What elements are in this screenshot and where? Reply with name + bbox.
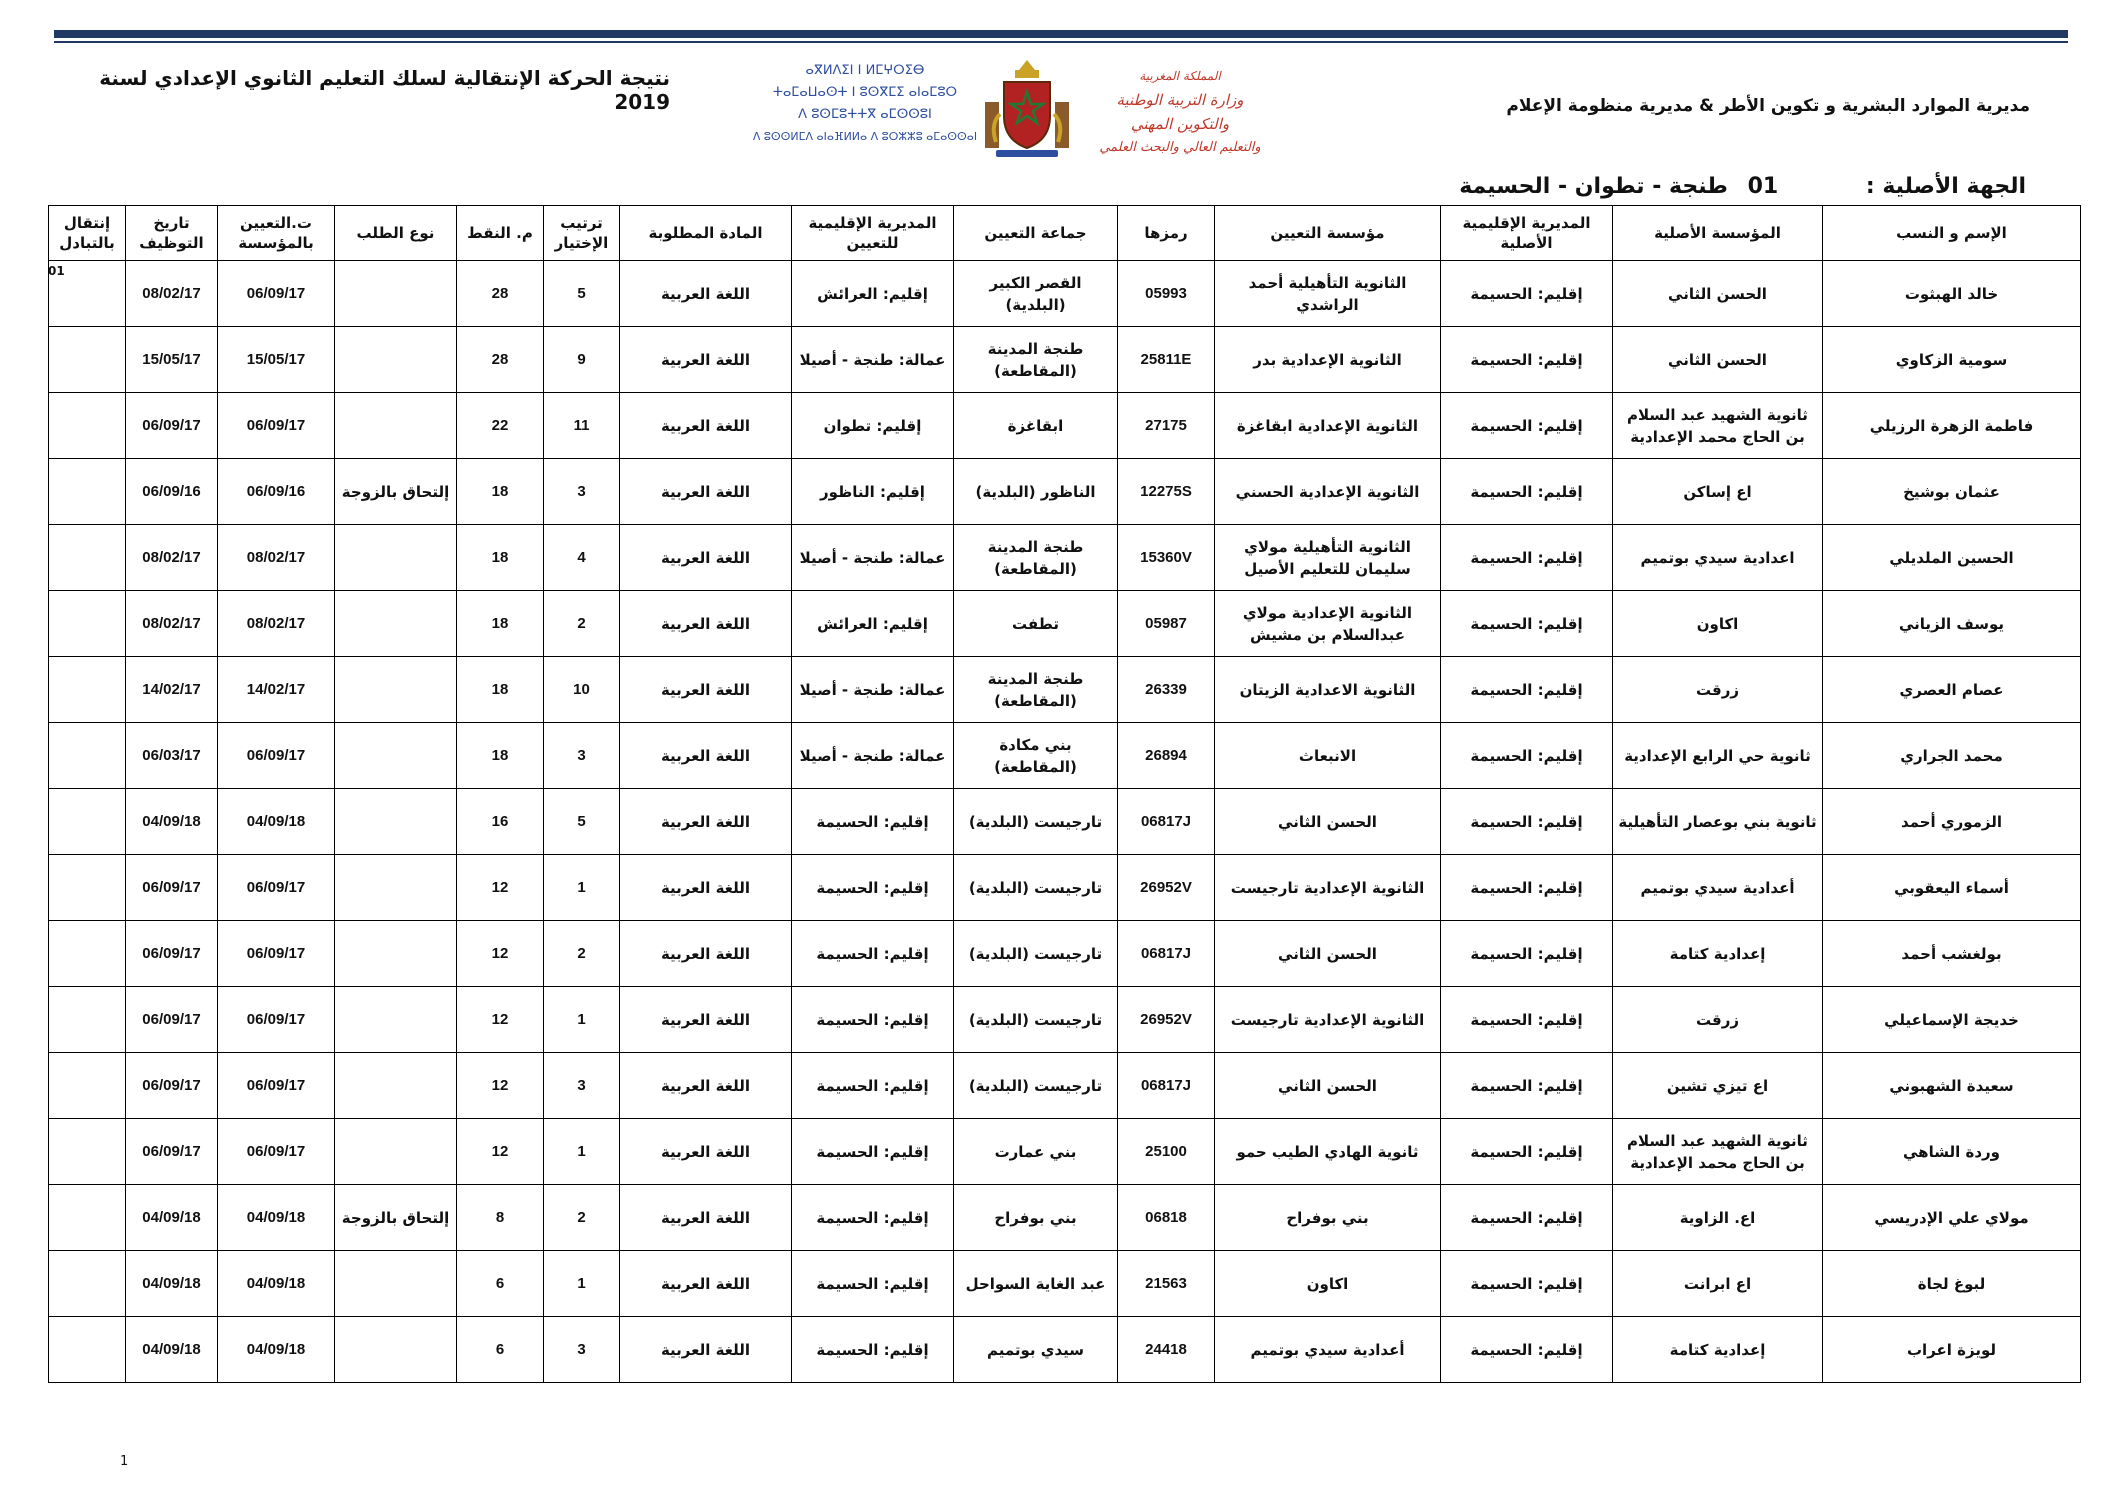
table-cell: 04/09/18 xyxy=(218,1317,335,1383)
table-cell: 2 xyxy=(544,591,620,657)
table-cell: أسماء اليعقوبي xyxy=(1823,855,2081,921)
table-cell: 06/09/17 xyxy=(218,1053,335,1119)
table-cell: ثانوية الهادي الطيب حمو xyxy=(1215,1119,1441,1185)
table-cell: 5 xyxy=(544,261,620,327)
col-header: رمزها xyxy=(1118,206,1215,261)
table-cell: طنجة المدينة (المقاطعة) xyxy=(954,525,1118,591)
table-row xyxy=(49,789,2081,855)
table-cell: 06/09/17 xyxy=(218,393,335,459)
table-cell: بني عمارت xyxy=(954,1119,1118,1185)
table-cell: 15360V xyxy=(1118,525,1215,591)
table-cell: 1 xyxy=(544,1119,620,1185)
ministry-line: وزارة التربية الوطنية xyxy=(1116,91,1244,109)
table-cell: خديجة الإسماعيلي xyxy=(1823,987,2081,1053)
table-cell: إقليم: الحسيمة xyxy=(1441,1185,1613,1251)
table-cell: تارجيست (البلدية) xyxy=(954,921,1118,987)
table-cell xyxy=(49,1185,126,1251)
table-cell: 5 xyxy=(544,789,620,855)
table-cell: 18 xyxy=(457,723,544,789)
table-cell: 28 xyxy=(457,327,544,393)
table-cell xyxy=(335,591,457,657)
table-cell: اكاون xyxy=(1215,1251,1441,1317)
table-cell: اللغة العربية xyxy=(620,591,792,657)
table-cell: الناظور (البلدية) xyxy=(954,459,1118,525)
table-cell: إقليم: تطوان xyxy=(792,393,954,459)
table-cell: اع ابرانت xyxy=(1613,1251,1823,1317)
table-cell: 04/09/18 xyxy=(126,1251,218,1317)
table-cell: بولغشب أحمد xyxy=(1823,921,2081,987)
col-header: المادة المطلوبة xyxy=(620,206,792,261)
table-cell xyxy=(335,987,457,1053)
table-cell: 12 xyxy=(457,987,544,1053)
table-cell: 9 xyxy=(544,327,620,393)
table-cell: محمد الجراري xyxy=(1823,723,2081,789)
table-cell: 04/09/18 xyxy=(126,1185,218,1251)
table-cell: 15/05/17 xyxy=(218,327,335,393)
table-cell: اللغة العربية xyxy=(620,723,792,789)
table-cell xyxy=(335,657,457,723)
table-cell: الحسن الثاني xyxy=(1215,1053,1441,1119)
table-cell: 06817J xyxy=(1118,921,1215,987)
table-cell: 06/09/17 xyxy=(126,855,218,921)
table-cell: 6 xyxy=(457,1251,544,1317)
col-header: المديرية الإقليمية للتعيين xyxy=(792,206,954,261)
table-cell: إقليم: الحسيمة xyxy=(792,921,954,987)
table-cell: الحسن الثاني xyxy=(1613,261,1823,327)
table-cell: 06/09/17 xyxy=(218,723,335,789)
table-body xyxy=(49,261,2081,1383)
table-cell: إقليم: الناظور xyxy=(792,459,954,525)
table-cell: إقليم: الحسيمة xyxy=(1441,1119,1613,1185)
table-cell xyxy=(49,327,126,393)
table-cell: 4 xyxy=(544,525,620,591)
table-cell: إقليم: الحسيمة xyxy=(1441,327,1613,393)
table-cell: الثانوية الإعدادية بدر xyxy=(1215,327,1441,393)
table-cell: اللغة العربية xyxy=(620,921,792,987)
table-cell: 28 xyxy=(457,261,544,327)
region-label: الجهة الأصلية : xyxy=(1865,174,2026,199)
table-cell xyxy=(49,525,126,591)
table-cell: 25100 xyxy=(1118,1119,1215,1185)
table-cell: خالد الهبثوت xyxy=(1823,261,2081,327)
table-cell: وردة الشاهي xyxy=(1823,1119,2081,1185)
table-cell: اعدادية سيدي بوتميم xyxy=(1613,525,1823,591)
table-cell: اللغة العربية xyxy=(620,987,792,1053)
table-cell: تارجيست (البلدية) xyxy=(954,789,1118,855)
table-cell: 06817J xyxy=(1118,789,1215,855)
table-cell xyxy=(335,261,457,327)
table-cell: 26339 xyxy=(1118,657,1215,723)
table-cell: إلتحاق بالزوجة xyxy=(335,459,457,525)
table-cell: إقليم: الحسيمة xyxy=(1441,591,1613,657)
table-cell: عمالة: طنجة - أصيلا xyxy=(792,723,954,789)
table-cell: إقليم: الحسيمة xyxy=(792,855,954,921)
table-cell: إقليم: الحسيمة xyxy=(792,1053,954,1119)
table-cell xyxy=(49,459,126,525)
table-cell xyxy=(335,723,457,789)
table-cell: إعدادية كتامة xyxy=(1613,1317,1823,1383)
table-cell: 2 xyxy=(544,1185,620,1251)
table-cell: إقليم: الحسيمة xyxy=(1441,657,1613,723)
table-cell xyxy=(335,1317,457,1383)
table-cell: 06/09/17 xyxy=(218,921,335,987)
table-cell: عمالة: طنجة - أصيلا xyxy=(792,327,954,393)
table-cell: 06/09/17 xyxy=(218,261,335,327)
table-cell xyxy=(49,987,126,1053)
tifinagh-line: ⴷ ⵓⵙⵙⵍⵎⴷ ⴰⵏⴰⴼⵍⵍⴰ ⴷ ⵓⵔⵣⵣⵓ ⴰⵎⴰⵙⵙⴰⵏ xyxy=(752,130,978,143)
table-cell: سعيدة الشهبوني xyxy=(1823,1053,2081,1119)
table-cell: 06/09/17 xyxy=(126,921,218,987)
table-cell: عثمان بوشيخ xyxy=(1823,459,2081,525)
table-cell: 15/05/17 xyxy=(126,327,218,393)
page-number: 1 xyxy=(120,1454,129,1469)
table-cell: إقليم: الحسيمة xyxy=(1441,261,1613,327)
table-cell: ثانوية بني بوعصار التأهيلية xyxy=(1613,789,1823,855)
table-cell: زرقت xyxy=(1613,987,1823,1053)
col-header: مؤسسة التعيين xyxy=(1215,206,1441,261)
table-cell: أعدادية سيدي بوتميم xyxy=(1215,1317,1441,1383)
table-cell xyxy=(49,1251,126,1317)
table-cell: إعدادية كتامة xyxy=(1613,921,1823,987)
table-cell: إقليم: الحسيمة xyxy=(1441,393,1613,459)
table-cell: الثانوية التأهيلية أحمد الراشدي xyxy=(1215,261,1441,327)
table-cell: 27175 xyxy=(1118,393,1215,459)
table-cell: اع إساكن xyxy=(1613,459,1823,525)
table-cell: الثانوية الإعدادية تارجيست xyxy=(1215,855,1441,921)
table-cell: 12275S xyxy=(1118,459,1215,525)
col-header: الإسم و النسب xyxy=(1823,206,2081,261)
table-cell: 14/02/17 xyxy=(218,657,335,723)
table-cell: بني بوفراح xyxy=(1215,1185,1441,1251)
table-cell: 04/09/18 xyxy=(218,1251,335,1317)
table-cell: 24418 xyxy=(1118,1317,1215,1383)
table-cell: 3 xyxy=(544,1317,620,1383)
ministry-name-arabic xyxy=(1080,64,1280,160)
table-cell: اللغة العربية xyxy=(620,657,792,723)
table-cell: زرقت xyxy=(1613,657,1823,723)
table-cell: 04/09/18 xyxy=(218,789,335,855)
table-cell: إقليم: العرائش xyxy=(792,591,954,657)
table-cell: 06/09/17 xyxy=(126,1119,218,1185)
table-cell xyxy=(335,789,457,855)
table-cell: الحسن الثاني xyxy=(1613,327,1823,393)
table-cell: اللغة العربية xyxy=(620,261,792,327)
table-cell: ثانوية الشهيد عبد السلام بن الحاج محمد الإعدادية xyxy=(1613,393,1823,459)
ministry-line: المملكة المغربية xyxy=(1139,69,1221,83)
table-cell: 26894 xyxy=(1118,723,1215,789)
table-cell: اكاون xyxy=(1613,591,1823,657)
ministry-line: والتكوين المهني xyxy=(1130,115,1230,133)
table-cell: القصر الكبير (البلدية) xyxy=(954,261,1118,327)
table-cell: 06/03/17 xyxy=(126,723,218,789)
table-cell: 06/09/16 xyxy=(218,459,335,525)
table-cell: تطفت xyxy=(954,591,1118,657)
table-cell: 04/09/18 xyxy=(218,1185,335,1251)
table-cell: 06818 xyxy=(1118,1185,1215,1251)
table-cell: يوسف الزياني xyxy=(1823,591,2081,657)
table-cell: الثانوية الإعدادية الحسني xyxy=(1215,459,1441,525)
table-cell: إقليم: الحسيمة xyxy=(792,789,954,855)
table-cell: 3 xyxy=(544,459,620,525)
table-row xyxy=(49,1053,2081,1119)
table-cell: إقليم: الحسيمة xyxy=(792,1251,954,1317)
table-cell: إقليم: الحسيمة xyxy=(1441,987,1613,1053)
table-cell: 06817J xyxy=(1118,1053,1215,1119)
document-title: نتيجة الحركة الإنتقالية لسلك التعليم الثانوي الإعدادي لسنة 2019 xyxy=(99,66,670,114)
table-cell: لويزة اعراب xyxy=(1823,1317,2081,1383)
table-cell: 12 xyxy=(457,855,544,921)
table-cell: عمالة: طنجة - أصيلا xyxy=(792,525,954,591)
table-cell: تارجيست (البلدية) xyxy=(954,1053,1118,1119)
table-cell: اللغة العربية xyxy=(620,1317,792,1383)
tifinagh-line: ⵜⴰⵎⴰⵡⴰⵙⵜ ⵏ ⵓⵙⴳⵎⵉ ⴰⵏⴰⵎⵓⵔ xyxy=(772,85,958,100)
table-cell: 08/02/17 xyxy=(126,525,218,591)
table-cell: 26952V xyxy=(1118,987,1215,1053)
table-cell: الزموري أحمد xyxy=(1823,789,2081,855)
table-cell: اللغة العربية xyxy=(620,1053,792,1119)
table-cell: 1 xyxy=(544,1251,620,1317)
region-name: طنجة - تطوان - الحسيمة xyxy=(1459,174,1728,199)
table-cell: لبوغ لجاة xyxy=(1823,1251,2081,1317)
table-cell: 10 xyxy=(544,657,620,723)
table-row xyxy=(49,1185,2081,1251)
table-cell: اللغة العربية xyxy=(620,855,792,921)
table-cell xyxy=(49,1119,126,1185)
table-cell: إقليم: الحسيمة xyxy=(1441,525,1613,591)
corner-mark: 01 xyxy=(48,264,65,278)
table-cell: إقليم: الحسيمة xyxy=(792,987,954,1053)
table-row xyxy=(49,525,2081,591)
table-row xyxy=(49,327,2081,393)
table-cell: عصام العصري xyxy=(1823,657,2081,723)
table-row xyxy=(49,261,2081,327)
table-cell: أعدادية سيدي بوتميم xyxy=(1613,855,1823,921)
col-header: جماعة التعيين xyxy=(954,206,1118,261)
table-cell xyxy=(49,591,126,657)
table-cell: إقليم: الحسيمة xyxy=(1441,459,1613,525)
table-cell: 12 xyxy=(457,1053,544,1119)
table-cell: 18 xyxy=(457,459,544,525)
table-row xyxy=(49,657,2081,723)
table-cell: 18 xyxy=(457,525,544,591)
col-header: ت.التعيين بالمؤسسة xyxy=(218,206,335,261)
table-cell xyxy=(335,1251,457,1317)
table-cell: إقليم: الحسيمة xyxy=(792,1119,954,1185)
table-cell: 05993 xyxy=(1118,261,1215,327)
table-cell: إقليم: الحسيمة xyxy=(1441,855,1613,921)
table-cell: الانبعاث xyxy=(1215,723,1441,789)
table-cell: اللغة العربية xyxy=(620,1119,792,1185)
table-cell: 08/02/17 xyxy=(218,525,335,591)
table-cell: 26952V xyxy=(1118,855,1215,921)
table-cell: تارجيست (البلدية) xyxy=(954,855,1118,921)
tifinagh-line: ⴷ ⵓⵙⵎⵓⵜⵜⴳ ⴰⵎⵙⵙⵓⵏ xyxy=(798,107,932,122)
table-cell: اع. الزاوية xyxy=(1613,1185,1823,1251)
header-rule-thin xyxy=(54,41,2068,43)
table-cell: اللغة العربية xyxy=(620,327,792,393)
table-cell: الثانوية الاعدادية الزيتان xyxy=(1215,657,1441,723)
table-row xyxy=(49,723,2081,789)
ministry-logo-block xyxy=(750,56,1290,160)
region-code: 01 xyxy=(1747,174,1779,199)
table-cell: 06/09/16 xyxy=(126,459,218,525)
table-cell: 3 xyxy=(544,1053,620,1119)
table-cell: 2 xyxy=(544,921,620,987)
table-row xyxy=(49,921,2081,987)
region-line xyxy=(1459,174,2026,199)
table-cell: الثانوية الإعدادية مولاي عبدالسلام بن مشيش xyxy=(1215,591,1441,657)
table-cell: 12 xyxy=(457,921,544,987)
results-table xyxy=(48,205,2081,1383)
table-cell: 06/09/17 xyxy=(218,987,335,1053)
table-cell: مولاي علي الإدريسي xyxy=(1823,1185,2081,1251)
table-cell xyxy=(335,525,457,591)
table-cell: الحسين الملديلي xyxy=(1823,525,2081,591)
table-cell: 11 xyxy=(544,393,620,459)
table-cell: 22 xyxy=(457,393,544,459)
table-cell: إلتحاق بالزوجة xyxy=(335,1185,457,1251)
table-cell xyxy=(49,855,126,921)
table-cell: اللغة العربية xyxy=(620,1251,792,1317)
table-cell: 8 xyxy=(457,1185,544,1251)
table-cell: فاطمة الزهرة الرزيلي xyxy=(1823,393,2081,459)
table-cell: 06/09/17 xyxy=(218,855,335,921)
table-cell: الثانوية الإعدادية ابقاغزة xyxy=(1215,393,1441,459)
table-cell: إقليم: الحسيمة xyxy=(1441,1053,1613,1119)
table-row xyxy=(49,591,2081,657)
table-cell: بني مكادة (المقاطعة) xyxy=(954,723,1118,789)
table-cell xyxy=(335,855,457,921)
table-cell xyxy=(49,393,126,459)
table-cell: الحسن الثاني xyxy=(1215,789,1441,855)
table-cell: بني بوفراح xyxy=(954,1185,1118,1251)
table-cell: الثانوية الإعدادية تارجيست xyxy=(1215,987,1441,1053)
table-cell: 08/02/17 xyxy=(126,591,218,657)
table-cell: 18 xyxy=(457,591,544,657)
table-cell: اللغة العربية xyxy=(620,1185,792,1251)
table-cell: 04/09/18 xyxy=(126,1317,218,1383)
table-cell: الثانوية التأهيلية مولاي سليمان للتعليم الأصيل xyxy=(1215,525,1441,591)
table-cell xyxy=(49,921,126,987)
table-cell xyxy=(49,1317,126,1383)
table-cell: 04/09/18 xyxy=(126,789,218,855)
table-cell: سيدي بوتميم xyxy=(954,1317,1118,1383)
table-cell: اللغة العربية xyxy=(620,789,792,855)
table-cell: 6 xyxy=(457,1317,544,1383)
table-cell: إقليم: العرائش xyxy=(792,261,954,327)
col-header: المؤسسة الأصلية xyxy=(1613,206,1823,261)
col-header: إنتقال بالتبادل xyxy=(49,206,126,261)
table-cell: إقليم: الحسيمة xyxy=(1441,1251,1613,1317)
tifinagh-line: ⴰⴳⵍⴷⵉⵏ ⵏ ⵍⵎⵖⵔⵉⴱ xyxy=(805,63,925,78)
table-cell xyxy=(335,327,457,393)
table-cell: ثانوية الشهيد عبد السلام بن الحاج محمد الإعدادية xyxy=(1613,1119,1823,1185)
col-header: ترتيب الإختيار xyxy=(544,206,620,261)
table-row xyxy=(49,1317,2081,1383)
table-cell: تارجيست (البلدية) xyxy=(954,987,1118,1053)
table-cell: الحسن الثاني xyxy=(1215,921,1441,987)
table-cell: طنجة المدينة (المقاطعة) xyxy=(954,657,1118,723)
table-cell: اللغة العربية xyxy=(620,525,792,591)
header-rule xyxy=(54,30,2068,38)
table-cell: 1 xyxy=(544,855,620,921)
table-cell: 3 xyxy=(544,723,620,789)
table-cell: 05987 xyxy=(1118,591,1215,657)
table-cell xyxy=(49,789,126,855)
table-cell: إقليم: الحسيمة xyxy=(1441,723,1613,789)
table-cell xyxy=(49,1053,126,1119)
table-cell xyxy=(335,921,457,987)
table-cell: 06/09/17 xyxy=(126,1053,218,1119)
table-row xyxy=(49,393,2081,459)
table-cell: عبد الغاية السواحل xyxy=(954,1251,1118,1317)
table-cell: 08/02/17 xyxy=(126,261,218,327)
table-cell: ابقاغزة xyxy=(954,393,1118,459)
table-cell: 21563 xyxy=(1118,1251,1215,1317)
table-cell xyxy=(335,393,457,459)
table-cell xyxy=(49,723,126,789)
table-cell: إقليم: الحسيمة xyxy=(1441,789,1613,855)
table-cell: طنجة المدينة (المقاطعة) xyxy=(954,327,1118,393)
table-row xyxy=(49,459,2081,525)
table-cell: 18 xyxy=(457,657,544,723)
table-header-row xyxy=(49,206,2081,261)
table-cell: إقليم: الحسيمة xyxy=(1441,1317,1613,1383)
table-cell: 12 xyxy=(457,1119,544,1185)
table-cell: 14/02/17 xyxy=(126,657,218,723)
table-cell: سومية الزكاوي xyxy=(1823,327,2081,393)
table-cell: 06/09/17 xyxy=(126,987,218,1053)
table-cell: 25811E xyxy=(1118,327,1215,393)
col-header: المديرية الإقليمية الأصلية xyxy=(1441,206,1613,261)
table-cell: اللغة العربية xyxy=(620,459,792,525)
table-row xyxy=(49,855,2081,921)
col-header: نوع الطلب xyxy=(335,206,457,261)
col-header: تاريخ التوظيف xyxy=(126,206,218,261)
table-cell: 06/09/17 xyxy=(218,1119,335,1185)
table-cell: عمالة: طنجة - أصيلا xyxy=(792,657,954,723)
table-row xyxy=(49,1251,2081,1317)
table-cell xyxy=(335,1053,457,1119)
ministry-name-tifinagh xyxy=(750,60,980,148)
directorate-name: مديرية الموارد البشرية و تكوين الأطر & مديرية منظومة الإعلام xyxy=(1506,96,2030,116)
table-cell: 16 xyxy=(457,789,544,855)
table-cell: 06/09/17 xyxy=(126,393,218,459)
ministry-line: والتعليم العالي والبحث العلمي xyxy=(1099,140,1261,155)
coat-of-arms-icon xyxy=(982,56,1072,160)
table-cell: اللغة العربية xyxy=(620,393,792,459)
table-cell xyxy=(335,1119,457,1185)
table-cell xyxy=(49,657,126,723)
table-cell: إقليم: الحسيمة xyxy=(1441,921,1613,987)
table-row xyxy=(49,1119,2081,1185)
table-cell: 08/02/17 xyxy=(218,591,335,657)
table-cell: إقليم: الحسيمة xyxy=(792,1317,954,1383)
table-cell: إقليم: الحسيمة xyxy=(792,1185,954,1251)
table-cell: ثانوية حي الرابع الإعدادية xyxy=(1613,723,1823,789)
table-cell: اع تيزي تشين xyxy=(1613,1053,1823,1119)
table-row xyxy=(49,987,2081,1053)
col-header: م. النقط xyxy=(457,206,544,261)
table-cell: 1 xyxy=(544,987,620,1053)
